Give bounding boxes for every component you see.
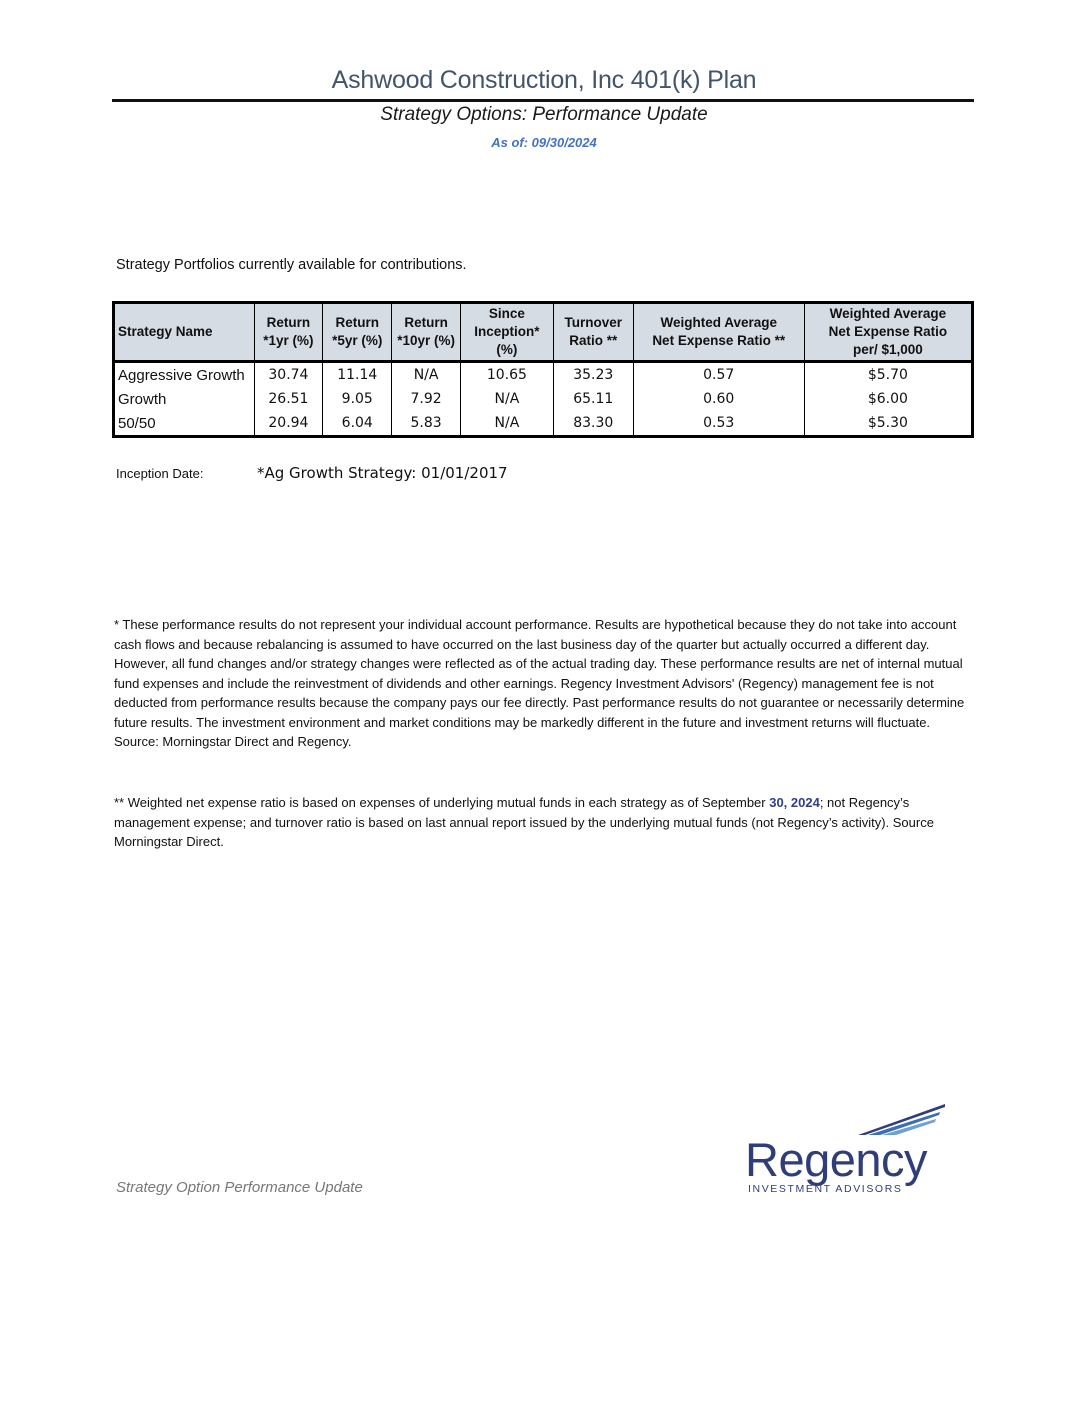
col-turnover: Turnover Ratio ** <box>553 303 633 362</box>
footer-text: Strategy Option Performance Update <box>116 1179 363 1196</box>
cell-return-5yr: 6.04 <box>323 411 392 437</box>
inception-label: Inception Date: <box>116 466 204 481</box>
cell-return-10yr: N/A <box>392 362 461 388</box>
cell-turnover: 65.11 <box>553 387 633 411</box>
cell-expense-per-1000: $6.00 <box>804 387 972 411</box>
table-row <box>114 411 973 437</box>
cell-since-inception: 10.65 <box>461 362 554 388</box>
cell-name: 50/50 <box>114 411 255 437</box>
cell-since-inception: N/A <box>461 387 554 411</box>
col-expense-ratio: Weighted Average Net Expense Ratio ** <box>633 303 804 362</box>
col-strategy-name: Strategy Name <box>114 303 255 362</box>
as-of-date: As of: 09/30/2024 <box>491 135 597 150</box>
cell-name: Aggressive Growth <box>114 362 255 388</box>
performance-disclaimer: * These performance results do not represent your individual account performance. Results are hypothetical because they do not take into account cash flows and because rebalancing is assumed to have occurred on the last business day of the quarter but actually occurred a different day. However, all fund changes and/or strategy changes were reflected as of the actual trading day. These performance results are net of internal mutual fund expenses and include the reinvestment of dividends and other earnings. Regency Investment Advisors' (Regency) management fee is not deducted from performance results because the company pays our fee directly. Past performance results do not guarantee or necessarily determine future results. The investment environment and market conditions may be markedly different in the future and investment returns will fluctuate. Source: Morningstar Direct and Regency. <box>114 617 965 749</box>
cell-return-1yr: 20.94 <box>254 411 323 437</box>
cell-turnover: 83.30 <box>553 411 633 437</box>
table-header-row <box>114 303 973 362</box>
col-return-5yr: Return *5yr (%) <box>323 303 392 362</box>
cell-expense-ratio: 0.60 <box>633 387 804 411</box>
title-divider <box>112 99 974 102</box>
cell-expense-ratio: 0.57 <box>633 362 804 388</box>
table-row <box>114 362 973 388</box>
logo-wordmark: Regency <box>745 1133 927 1186</box>
col-expense-per-1000: Weighted Average Net Expense Ratio per/ $1,000 <box>804 303 972 362</box>
cell-expense-per-1000: $5.30 <box>804 411 972 437</box>
col-since-inception: Since Inception* (%) <box>461 303 554 362</box>
cell-return-5yr: 9.05 <box>323 387 392 411</box>
highlighted-date: 30, 2024 <box>769 795 820 810</box>
cell-expense-ratio: 0.53 <box>633 411 804 437</box>
cell-expense-per-1000: $5.70 <box>804 362 972 388</box>
cell-name: Growth <box>114 387 255 411</box>
cell-return-1yr: 30.74 <box>254 362 323 388</box>
intro-text: Strategy Portfolios currently available for contributions. <box>116 257 467 273</box>
expense-ratio-note: ** Weighted net expense ratio is based on expenses of underlying mutual funds in each strategy as of September 30, 2024; not Regency’s management expense; and turnover ratio is based on last annual report issued by the underlying mutual funds (not Regency’s activity). Source Morningstar Direct. <box>114 795 934 849</box>
logo-subtitle: INVESTMENT ADVISORS <box>748 1183 903 1195</box>
performance-table <box>112 301 974 438</box>
col-return-10yr: Return *10yr (%) <box>392 303 461 362</box>
page-title: Ashwood Construction, Inc 401(k) Plan <box>331 66 757 94</box>
cell-return-10yr: 7.92 <box>392 387 461 411</box>
cell-turnover: 35.23 <box>553 362 633 388</box>
cell-return-10yr: 5.83 <box>392 411 461 437</box>
cell-return-1yr: 26.51 <box>254 387 323 411</box>
col-return-1yr: Return *1yr (%) <box>254 303 323 362</box>
page-subtitle: Strategy Options: Performance Update <box>380 104 708 125</box>
inception-value: *Ag Growth Strategy: 01/01/2017 <box>257 464 508 482</box>
cell-since-inception: N/A <box>461 411 554 437</box>
cell-return-5yr: 11.14 <box>323 362 392 388</box>
table-row <box>114 387 973 411</box>
